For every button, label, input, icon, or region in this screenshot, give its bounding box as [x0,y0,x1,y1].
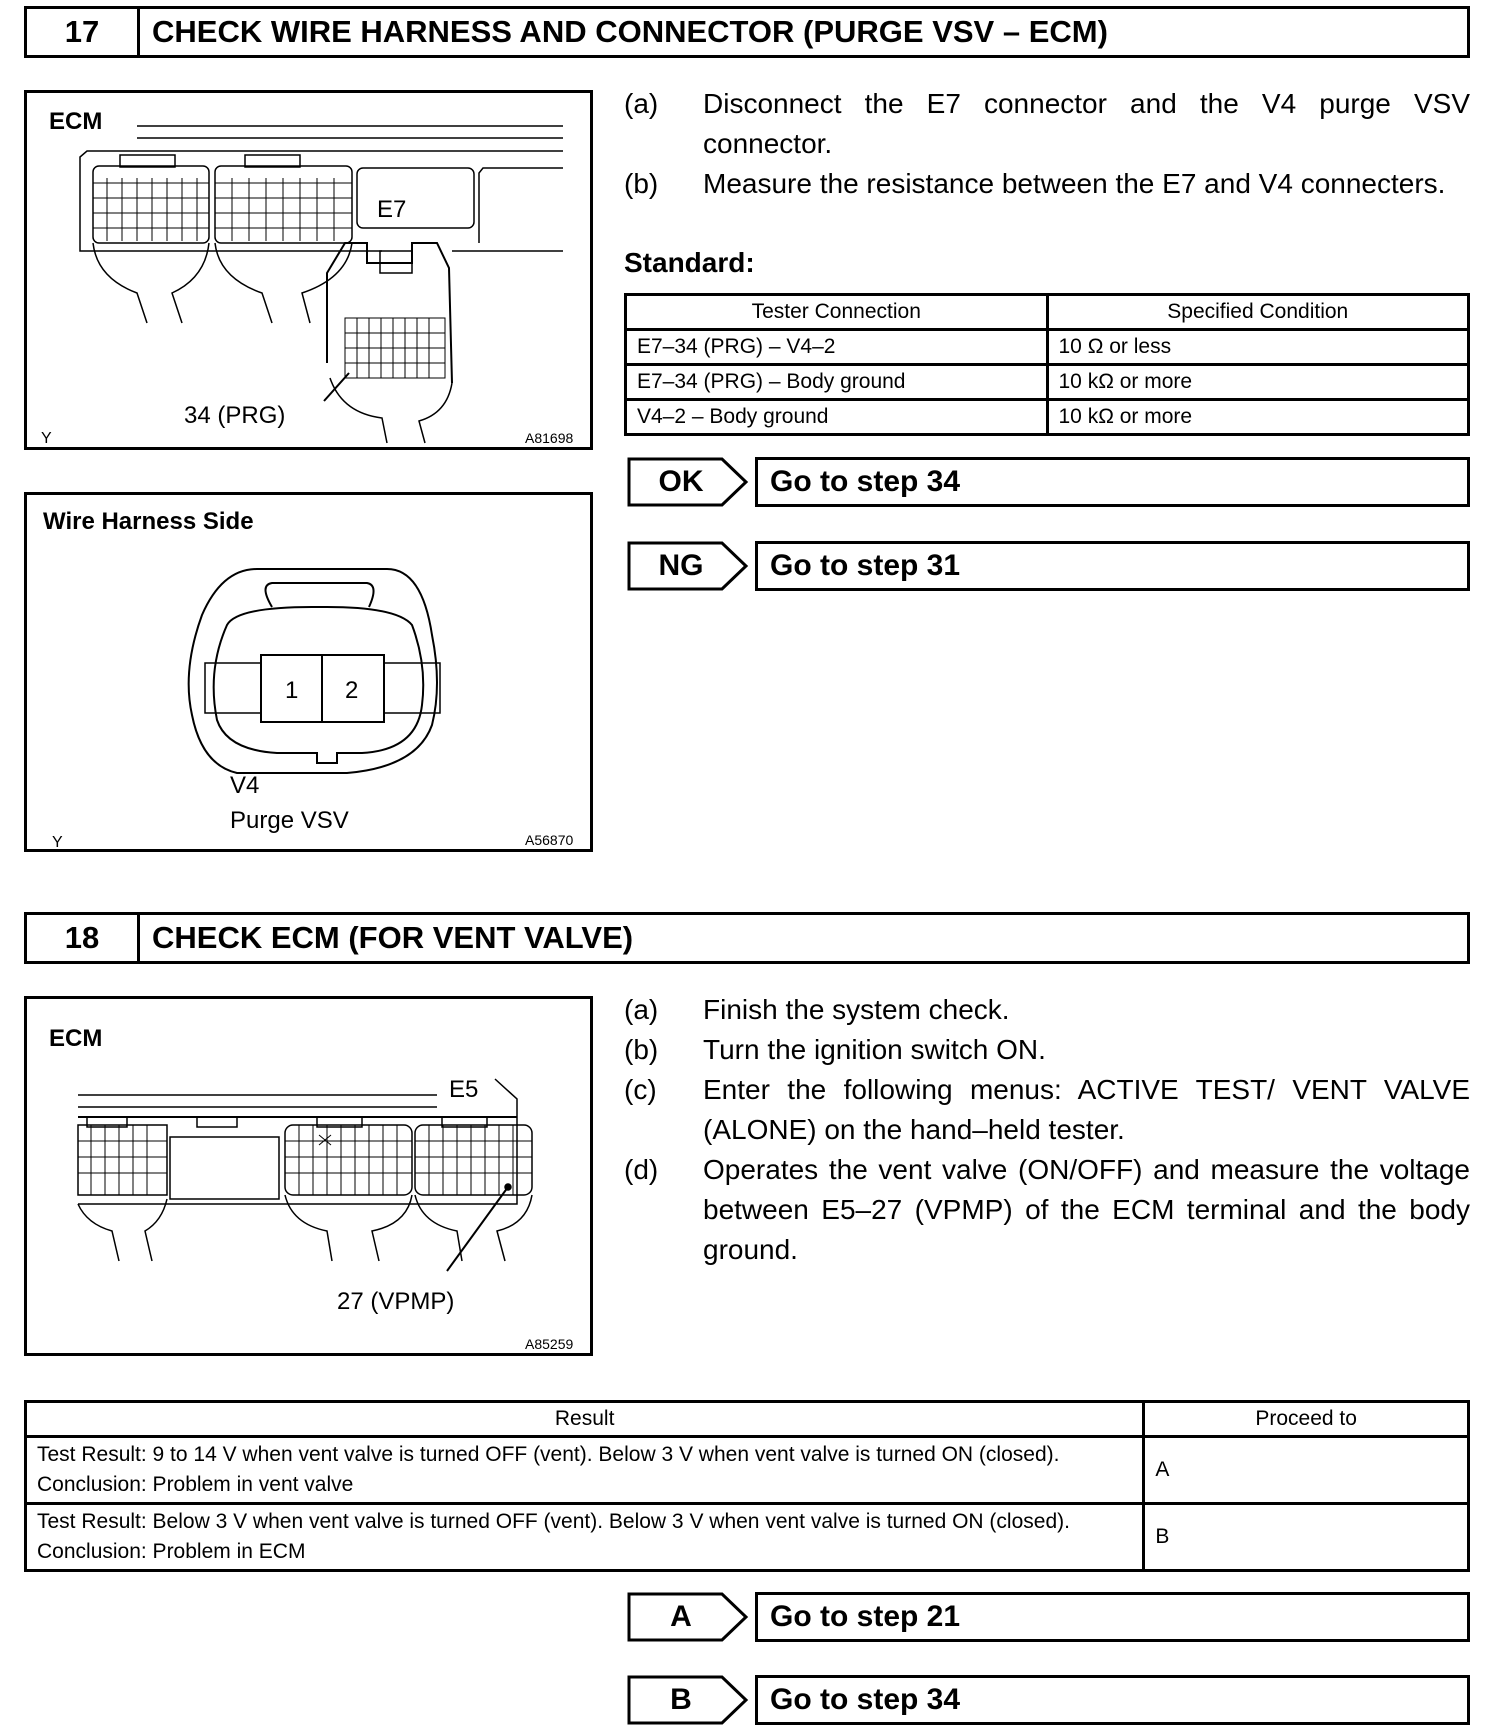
connector-1 [78,1117,167,1261]
step-number: 18 [27,915,140,961]
table-header-row: Result Proceed to [26,1402,1469,1437]
connector-label: V4 [230,772,260,799]
figure-title: ECM [49,1025,103,1052]
result-ng [627,541,1470,591]
connector-2 [215,155,352,323]
vent-valve-result-table [24,1400,1470,1572]
goto-step-link[interactable]: Go to step 34 [755,457,1470,507]
instruction: (d) Operates the vent valve (ON/OFF) and measure the voltage between E5–27 (VPMP) of the ECM terminal and the body ground. [624,1154,1470,1265]
ecm-e7-figure [24,90,593,450]
v4-connector-figure [24,492,593,852]
corner-mark: Y [41,430,52,447]
connector-label: E7 [377,196,407,223]
terminal-label: 34 (PRG) [184,402,286,429]
test-result: Test Result: Below 3 V when vent valve is turned OFF (vent). Below 3 V when vent valve is turned ON (closed). [37,1510,1070,1533]
result-a [627,1592,1470,1642]
table-row [26,1437,1469,1504]
result-ok [627,457,1470,507]
table-header-row: Tester Connection Specified Condition [626,295,1469,330]
proceed-to: B [1144,1504,1469,1571]
figure-code: A56870 [525,832,574,848]
ecm-connector-illustration [27,93,596,453]
step-title: CHECK WIRE HARNESS AND CONNECTOR (PURGE VSV – ECM) [152,14,1108,49]
ok-tag: OK [627,457,749,507]
step-number: 17 [27,9,140,55]
corner-mark: Y [52,834,63,851]
blank-socket [357,168,474,228]
goto-step-link[interactable]: Go to step 21 [755,1592,1470,1642]
instruction: (b) Measure the resistance between the E7 and V4 connecters. [624,168,1446,199]
ecm-e5-figure [24,996,593,1356]
step-18-header [24,912,1470,964]
goto-step-link[interactable]: Go to step 34 [755,1675,1470,1725]
step-17-header [24,6,1470,58]
conclusion: Conclusion: Problem in ECM [37,1540,306,1563]
figure-code: A85259 [525,1336,574,1352]
step-18-instructions [624,990,1470,1270]
leader-line [324,373,349,401]
a-tag: A [627,1592,749,1642]
conclusion: Conclusion: Problem in vent valve [37,1473,354,1496]
instruction: (b) Turn the ignition switch ON. [624,1034,1046,1065]
connector-1 [93,155,209,323]
pin-1: 1 [285,677,299,704]
standard-label: Standard: [624,247,755,278]
figure-title: Wire Harness Side [43,508,254,535]
figure-code: A81698 [525,430,574,446]
test-result: Test Result: 9 to 14 V when vent valve is turned OFF (vent). Below 3 V when vent valve is turned ON (closed). [37,1443,1060,1466]
table-row [26,1504,1469,1571]
table-row: E7–34 (PRG) – Body ground 10 kΩ or more [626,365,1469,400]
pin-2: 2 [345,677,359,704]
connector-3 [285,1117,412,1261]
leader-line [447,1187,508,1271]
e5-connector [415,1117,532,1261]
b-tag: B [627,1675,749,1725]
connector-label: E5 [449,1076,479,1103]
ecm-connector-illustration [27,999,596,1359]
step-title: CHECK ECM (FOR VENT VALVE) [152,920,634,955]
figure-title: ECM [49,108,103,135]
table-row: E7–34 (PRG) – V4–2 10 Ω or less [626,330,1469,365]
e7-connector [327,243,452,443]
goto-step-link[interactable]: Go to step 31 [755,541,1470,591]
terminal-label: 27 (VPMP) [337,1288,455,1315]
result-b [627,1675,1470,1725]
resistance-standard-table [624,293,1470,436]
instruction: (c) Enter the following menus: ACTIVE TEST/ VENT VALVE (ALONE) on the hand–held tester. [624,1074,1470,1145]
v4-connector-illustration [27,495,596,855]
instruction: (a) Disconnect the E7 connector and the V4 purge VSV connector. [624,88,1470,159]
blank-socket [170,1137,279,1199]
table-row: V4–2 – Body ground 10 kΩ or more [626,400,1469,435]
component-name: Purge VSV [230,807,349,834]
instruction: (a) Finish the system check. [624,994,1010,1025]
step-17-instructions [624,84,1470,204]
proceed-to: A [1144,1437,1469,1504]
ng-tag: NG [627,541,749,591]
